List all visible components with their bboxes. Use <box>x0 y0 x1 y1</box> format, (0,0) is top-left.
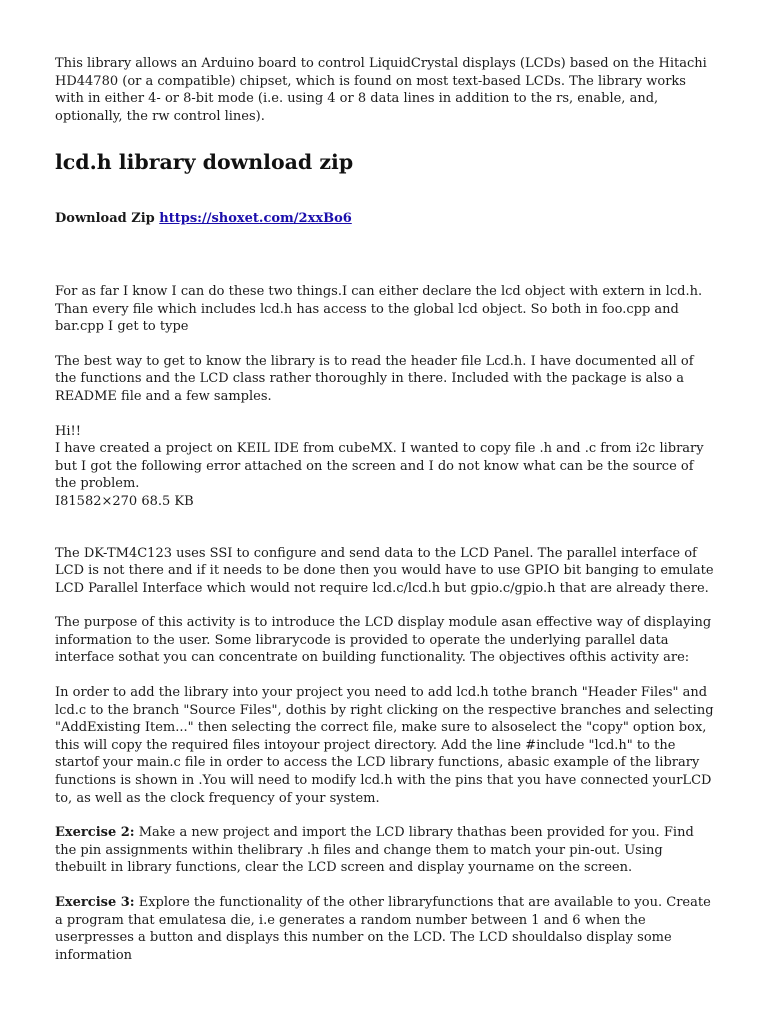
paragraph-keil-question <box>55 423 717 511</box>
paragraph-add-library: In order to add the library into your project you need to add lcd.h tothe branch "Header Files" and lcd.c to the branch "Source Files", dothis by right clicking on the respective branches and selecting "AddExisting Item..." then selecting the correct file, make sure to alsoselect the "copy" option box, this will copy the required files intoyour project directory. Add the line #include "lcd.h" to the startof your main.c file in order to access the LCD library functions, abasic example of the library functions is shown in .You will need to modify lcd.h with the pins that you have connected yourLCD to, as well as the clock frequency of your system. <box>55 685 714 806</box>
intro-paragraph: This library allows an Arduino board to control LiquidCrystal displays (LCDs) based on the Hitachi HD44780 (or a compatible) chipset, which is found on most text-based LCDs. The library works with in either 4- or 8-bit mode (i.e. using 4 or 8 data lines in addition to the rs, enable, and, optionally, the rw control lines). <box>55 56 707 124</box>
paragraph-extern-lcd: For as far I know I can do these two things.I can either declare the lcd object with extern in lcd.h. Than every file which includes lcd.h has access to the global lcd object. So both in foo.cpp and bar.cpp I get to type <box>55 283 703 335</box>
spacer <box>55 511 717 545</box>
download-label: Download Zip <box>55 211 160 227</box>
exercise-2-label: Exercise 2: <box>55 825 135 841</box>
question-line: I have created a project on KEIL IDE from cubeMX. I wanted to copy file .h and .c from i2c library but I got the following error attached on the screen and I do not know what can be the source of the problem. <box>55 441 704 492</box>
paragraph-exercise-3 <box>55 894 717 964</box>
attachment-line: I81582×270 68.5 KB <box>55 493 194 509</box>
exercise-3-text: Explore the functionality of the other libraryfunctions that are available to you. Create a program that emulatesa die, i.e generates a random number between 1 and 6 when the userpresses a button and displays this number on the LCD. The LCD shouldalso display some information <box>55 895 711 963</box>
paragraph-purpose: The purpose of this activity is to introduce the LCD display module asan effective way of displaying information to the user. Some librarycode is provided to operate the underlying parallel data interface sothat you can concentrate on building functionality. The objectives ofthis activity are: <box>55 615 712 666</box>
spacer <box>55 228 717 283</box>
exercise-3-label: Exercise 3: <box>55 895 135 910</box>
download-line <box>55 210 717 228</box>
greeting-line: Hi!! <box>55 423 81 439</box>
page-title: lcd.h library download zip <box>55 150 354 175</box>
paragraph-exercise-2 <box>55 824 717 877</box>
download-link[interactable]: https://shoxet.com/2xxBo6 <box>159 211 352 227</box>
document-page <box>55 55 717 981</box>
paragraph-ssi: The DK-TM4C123 uses SSI to configure and send data to the LCD Panel. The parallel interface of LCD is not there and if it needs to be done then you would have to use GPIO bit banging to emulate LCD Parallel Interface which would not require lcd.c/lcd.h but gpio.c/gpio.h that are already there. <box>55 545 714 596</box>
paragraph-header-file: The best way to get to know the library is to read the header file Lcd.h. I have documented all of the functions and the LCD class rather thoroughly in there. Included with the package is also a README file and a few samples. <box>55 353 694 404</box>
exercise-2-text: Make a new project and import the LCD library thathas been provided for you. Find the pin assignments within thelibrary .h files and change them to match your pin-out. Using thebuilt in library functions, clear the LCD screen and display yourname on the screen. <box>55 825 694 876</box>
